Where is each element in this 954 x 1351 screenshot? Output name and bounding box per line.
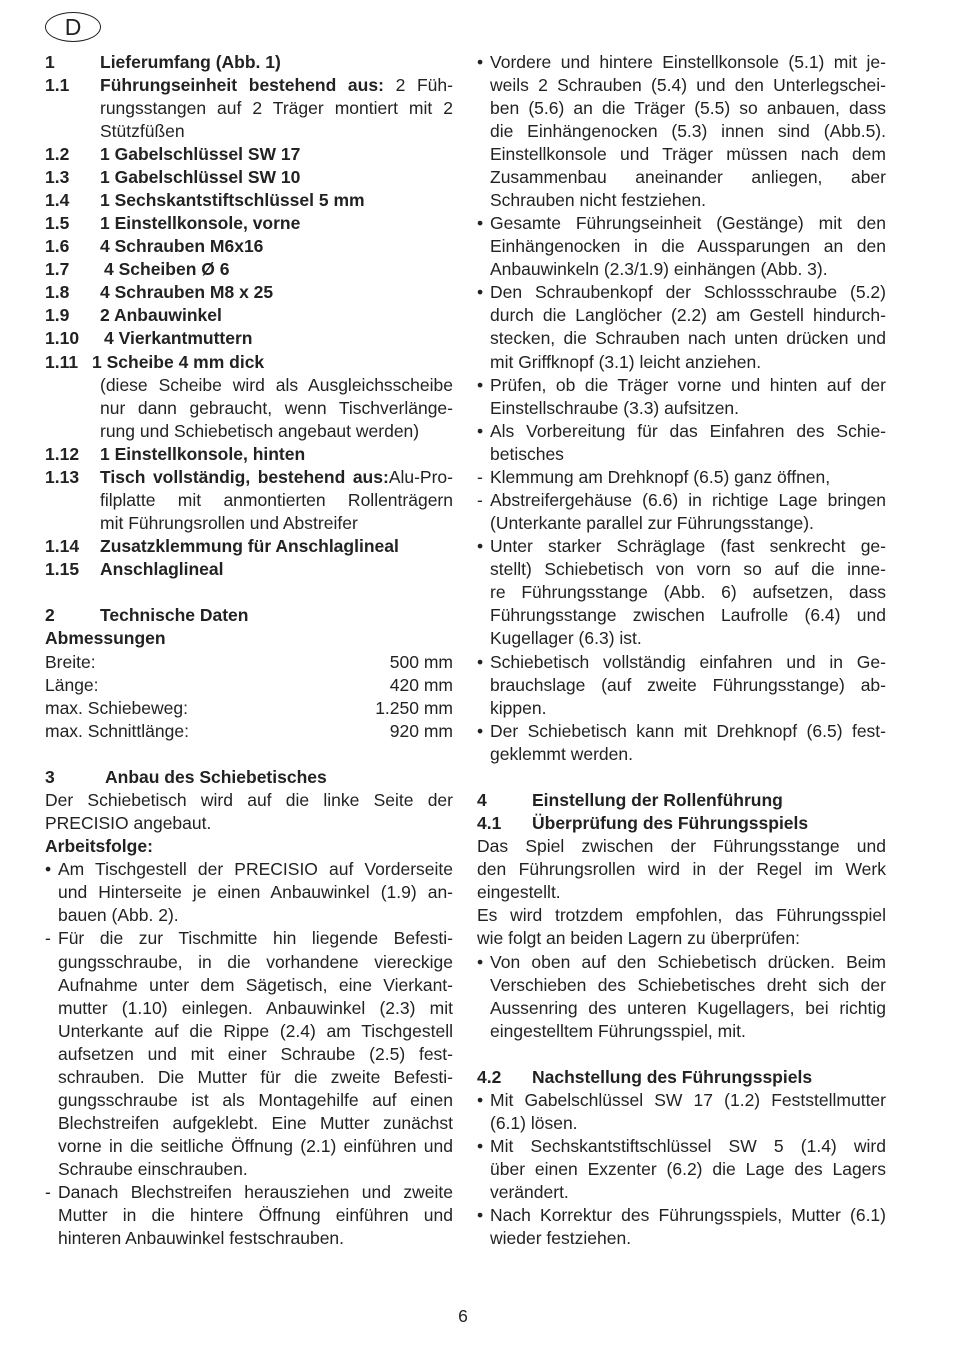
item-title: 1 Einstellkonsole, vorne [100,213,301,234]
spec-label: max. Schnittlänge: [45,720,189,741]
item-line: Stützfüßen [100,120,185,141]
step-text: Vordere und hintere Einstellkonsole (5.1) mit je- [490,51,886,72]
step-line: ben (5.6) an die Träger (5.5) so anbauen, dass [490,97,886,118]
step-line: gungsschraube, in die vorhandene viereckige [58,951,453,972]
subheading: Abmessungen [45,628,166,649]
item-line [45,143,453,166]
item-line [45,443,453,466]
step-text: Als Vorbereitung für das Einfahren des Schie- [490,420,886,441]
item-number: 1.13 [45,466,80,487]
step-line: geklemmt werden. [490,743,633,764]
left-column [45,51,453,1251]
section-heading [45,604,453,627]
step-line: weils 2 Schrauben (5.4) und den Unterlegschei- [490,74,886,95]
item-title: Tisch vollständig, bestehend aus: [100,466,389,487]
section-title: Technische Daten [100,605,249,626]
bullet-line: wieder festziehen. [490,1228,632,1249]
section-number: 4 [477,790,487,810]
dash-marker: - [477,489,483,510]
item-line [45,281,453,304]
step-line: hinteren Anbauwinkel festschrauben. [58,1228,345,1249]
step-line [45,927,453,950]
bullet-marker: • [477,1205,484,1226]
step-text: Prüfen, ob die Träger vorne und hinten auf der [490,374,886,395]
item-number: 1.12 [45,443,80,464]
item-line [45,327,453,350]
spec-value: 920 mm [389,720,453,741]
item-text: 2 Füh- [395,74,453,95]
subsection-heading [477,1066,886,1089]
bullet-marker: • [477,1090,484,1111]
item-number: 1.7 [45,259,70,280]
item-number: 1.5 [45,213,70,234]
bullet-marker: • [477,420,484,441]
item-title: 1 Gabelschlüssel SW 17 [100,143,301,164]
step-line: (Unterkante parallel zur Führungsstange). [490,513,814,534]
item-text: Alu-Pro- [388,466,453,487]
bullet-marker: • [477,1136,484,1157]
step-line: Führungsstange zwischen Laufrolle (6.4) und [490,605,886,626]
bullet-line [477,1204,886,1227]
item-title: 4 Schrauben M6x16 [100,236,264,257]
step-line: durch die Langlöcher (2.2) am Gestell hindurch- [490,305,886,326]
item-number: 1.6 [45,236,70,257]
step-line: stellt) Schiebetisch von vorn so auf die inne- [490,559,886,580]
dash-marker: - [45,928,51,949]
spec-value: 500 mm [389,651,453,672]
item-number: 1.14 [45,536,80,557]
right-column [477,51,886,1251]
item-title: Zusatzklemmung für Anschlaglineal [100,536,399,557]
step-line [477,489,886,512]
dash-marker: - [477,466,483,487]
section-title: Lieferumfang (Abb. 1) [100,51,281,72]
blank-line [45,581,453,604]
step-text: Unter starker Schräglage (fast senkrecht ge- [490,536,886,557]
paragraph-line: Der Schiebetisch wird auf die linke Seite der [45,790,453,810]
item-number: 1.10 [45,328,80,349]
item-line: (diese Scheibe wird als Ausgleichsscheibe [100,374,453,395]
item-line: filplatte mit anmontierten Rollenträgern [100,489,453,510]
step-line [477,420,886,443]
step-line: Einhängenocken in die Aussparungen an den [490,236,886,257]
step-line [477,466,886,489]
paragraph-line: wie folgt an beiden Lagern zu überprüfen: [477,928,801,949]
step-line: Schraube einschrauben. [58,1159,248,1180]
bullet-marker: • [45,859,52,880]
item-number: 1.3 [45,166,70,187]
step-line [477,651,886,674]
item-title: 4 Vierkantmuttern [104,328,253,349]
bullet-line: Verschieben des Schiebetisches dreht sich der [490,974,886,995]
spec-value: 1.250 mm [375,697,453,718]
bullet-line: (6.1) lösen. [490,1113,578,1134]
item-line [45,212,453,235]
item-title: Anschlaglineal [100,559,224,580]
step-line: betisches [490,443,564,464]
item-title: 1 Scheibe 4 mm dick [92,351,265,372]
step-line [477,720,886,743]
step-text: Danach Blechstreifen herausziehen und zweite [58,1182,453,1203]
step-text: Für die zur Tischmitte hin liegende Befesti- [58,928,453,949]
steps-label: Arbeitsfolge: [45,836,153,857]
item-number: 1.1 [45,74,70,95]
step-line: gungsschraube ist als Montagehilfe auf einen [58,1090,453,1111]
step-line [45,1181,453,1204]
step-line: Unterkante auf die Rippe (2.4) am Tischgestell [58,1020,453,1041]
item-line [45,258,453,281]
item-number: 1.8 [45,282,70,303]
section-title: Einstellung der Rollenführung [532,790,783,810]
step-line: Aufnahme unter dem Sägetisch, eine Vierkant- [58,974,453,995]
bullet-marker: • [477,213,484,234]
item-line [45,466,453,489]
spec-value: 420 mm [389,674,453,695]
step-line: kippen. [490,697,547,718]
step-text: Der Schiebetisch kann mit Drehknopf (6.5) fest- [490,720,886,741]
subsection-number: 4.2 [477,1066,502,1087]
item-title: 1 Sechskantstiftschlüssel 5 mm [100,189,365,210]
paragraph-line: Das Spiel zwischen der Führungsstange und [477,836,886,857]
bullet-line: Aussenring des unteren Kugellagers, bei richtig [490,997,886,1018]
item-number: 1.15 [45,559,80,580]
step-line [477,281,886,304]
step-line: brauchslage (auf zweite Führungsstange) ab- [490,674,886,695]
step-line [477,51,886,74]
item-line [45,235,453,258]
section-heading [45,766,453,789]
step-line: mutter (1.10) einlegen. Anbauwinkel (2.3) mit [58,997,453,1018]
item-line: rung und Schiebetisch angebaut werden) [100,420,420,441]
item-number: 1.11 [45,351,79,372]
item-line: nur dann gebraucht, wenn Tischverlänge- [100,397,453,418]
item-number: 1.9 [45,305,70,326]
item-line [45,166,453,189]
bullet-marker: • [477,51,484,72]
step-line: schrauben. Die Mutter für die zweite Befesti- [58,1066,453,1087]
step-line: re Führungsstange (Abb. 6) aufsetzen, dass [490,582,886,603]
section-number: 3 [45,766,55,787]
subsection-number: 4.1 [477,813,502,834]
paragraph-line: Es wird trotzdem empfohlen, das Führungsspiel [477,905,886,926]
bullet-marker: • [477,651,484,672]
dash-marker: - [45,1182,51,1203]
step-line [45,858,453,881]
step-line: vorne in die seitliche Öffnung (2.1) einführen und [58,1136,453,1157]
item-title: 1 Einstellkonsole, hinten [100,443,306,464]
step-text: Am Tischgestell der PRECISIO auf Vorderseite [58,859,453,880]
blank-line [477,1043,886,1066]
section-number: 1 [45,51,55,72]
bullet-line: verändert. [490,1182,569,1203]
paragraph-line: PRECISIO angebaut. [45,813,212,834]
spec-label: max. Schiebeweg: [45,697,188,718]
step-line: Anbauwinkeln (2.3/1.9) einhängen (Abb. 3). [490,259,828,280]
item-line [45,535,453,558]
item-title: 1 Gabelschlüssel SW 10 [100,166,301,187]
step-line [477,212,886,235]
item-title: 2 Anbauwinkel [100,305,222,326]
section-number: 2 [45,605,55,626]
bullet-text: Mit Sechskantstiftschlüssel SW 5 (1.4) wird [490,1136,886,1157]
step-line [477,535,886,558]
subsection-title: Nachstellung des Führungsspiels [532,1066,813,1087]
item-line [45,558,453,581]
step-line: bauen (Abb. 2). [58,905,179,926]
item-title: Führungseinheit bestehend aus: [100,74,384,95]
spec-row [45,697,453,720]
item-number: 1.2 [45,143,70,164]
step-line: Kugellager (6.3) ist. [490,628,642,649]
bullet-marker: • [477,720,484,741]
item-line [45,351,453,374]
bullet-marker: • [477,536,484,557]
bullet-text: Mit Gabelschlüssel SW 17 (1.2) Feststellmutter [490,1090,886,1111]
step-text: Klemmung am Drehknopf (6.5) ganz öffnen, [490,466,831,487]
item-number: 1.4 [45,189,70,210]
blank-line [45,743,453,766]
step-line: die Einhängenocken (5.3) innen sind (Abb.5). [490,120,886,141]
section-heading [45,51,453,74]
spec-row [45,651,453,674]
step-line: aufsetzen und mit einer Schraube (2.5) fest- [58,1043,453,1064]
section-title: Anbau des Schiebetisches [105,766,327,787]
bullet-line: eingestelltem Führungsspiel, mit. [490,1020,746,1041]
step-line: mit Griffknopf (3.1) leicht anziehen. [490,351,762,372]
item-title: 4 Scheiben Ø 6 [104,259,230,280]
step-text: Abstreifergehäuse (6.6) in richtige Lage bringen [490,489,886,510]
step-line: Mutter in die hintere Öffnung einführen und [58,1205,453,1226]
subsection-heading [477,812,886,835]
step-line: und Hinterseite je einen Anbauwinkel (1.9) an- [58,882,453,903]
bullet-text: Von oben auf den Schiebetisch drücken. Beim [490,951,886,972]
step-line: Zusammenbau aneinander anliegen, aber [490,166,886,187]
item-line [45,74,453,97]
step-text: Schiebetisch vollständig einfahren und in Ge- [490,651,886,672]
step-line: Schrauben nicht festziehen. [490,189,706,210]
item-line [45,304,453,327]
bullet-line [477,1135,886,1158]
step-text: Den Schraubenkopf der Schlossschraube (5.2) [490,282,886,303]
spec-row [45,674,453,697]
bullet-marker: • [477,282,484,303]
page-number: 6 [458,1306,468,1326]
bullet-line: über einen Exzenter (6.2) die Lage des Lagers [490,1159,886,1180]
paragraph-line: eingestellt. [477,882,561,903]
step-line: Blechstreifen aufgeklebt. Eine Mutter zunächst [58,1113,453,1134]
section-heading [477,789,886,812]
item-line: rungsstangen auf 2 Träger montiert mit 2 [100,97,453,118]
step-line: stecken, die Schrauben nach unten drücken und [490,328,886,349]
bullet-text: Nach Korrektur des Führungsspiels, Mutter (6.1) [490,1205,886,1226]
spec-label: Länge: [45,674,99,695]
item-title: 4 Schrauben M8 x 25 [100,282,274,303]
step-text: Gesamte Führungseinheit (Gestänge) mit den [490,213,886,234]
bullet-line [477,1089,886,1112]
step-line: Einstellkonsole und Träger müssen nach dem [490,143,886,164]
blank-line [477,766,886,789]
bullet-line [477,951,886,974]
language-badge: D [45,12,101,42]
spec-row [45,720,453,743]
spec-label: Breite: [45,651,96,672]
paragraph-line: den Führungsrollen wird in der Regel im Werk [477,859,886,880]
step-line [477,374,886,397]
step-line: Einstellschraube (3.3) aufsitzen. [490,397,740,418]
item-line: mit Führungsrollen und Abstreifer [100,513,358,534]
bullet-marker: • [477,951,484,972]
bullet-marker: • [477,374,484,395]
subsection-title: Überprüfung des Führungsspiels [532,813,809,834]
item-line [45,189,453,212]
